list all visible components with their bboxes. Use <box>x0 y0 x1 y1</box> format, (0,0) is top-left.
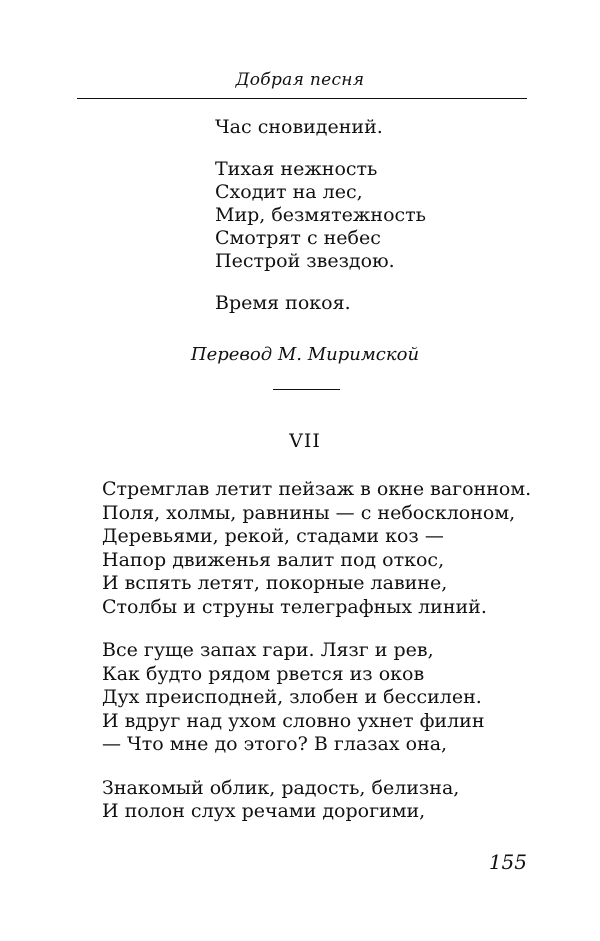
section-title: VII <box>289 430 321 452</box>
verse-line: Деревьями, рекой, стадами коз — <box>102 525 444 547</box>
section-divider <box>273 389 340 390</box>
verse-line: Как будто рядом рвется из оков <box>102 662 425 685</box>
verse-line: Поля, холмы, равнины — с небосклоном, <box>102 501 516 524</box>
poem-ending <box>215 116 426 315</box>
page-number: 155 <box>488 850 527 874</box>
verse-line: Тихая нежность <box>215 158 378 180</box>
verse-line: И вдруг над ухом словно ухнет филин <box>102 709 485 732</box>
verse-line: Напор движенья валит под откос, <box>102 548 445 571</box>
verse-line: Час сновидений. <box>215 116 383 138</box>
verse-line: Смотрят с небес <box>215 227 381 249</box>
header-rule <box>77 98 527 99</box>
translator-credit: Перевод М. Миримской <box>190 344 420 365</box>
verse-line: Знакомый облик, радость, белизна, <box>102 776 460 799</box>
verse-line: Сходит на лес, <box>215 181 363 203</box>
verse-line: Пестрой звездою. <box>215 250 395 272</box>
poem-section <box>102 478 531 844</box>
stanza <box>215 116 426 139</box>
verse-line: Столбы и струны телеграфных линий. <box>102 595 487 618</box>
verse-line: Дух преисподней, злобен и бессилен. <box>102 686 482 708</box>
verse-line: Все гуще запах гари. Лязг и рев, <box>102 639 434 661</box>
stanza <box>102 639 531 757</box>
verse-line: Стремглав летит пейзаж в окне вагонном. <box>102 478 532 500</box>
running-head: Добрая песня <box>235 70 365 90</box>
verse-line: — Что мне до этого? В глазах она, <box>102 733 448 755</box>
verse-line: И полон слух речами дорогими, <box>102 800 426 822</box>
verse-line: И вспять летят, покорные лавине, <box>102 572 448 594</box>
stanza <box>102 478 531 619</box>
stanza <box>215 292 426 315</box>
stanza <box>215 158 426 273</box>
verse-line: Время покоя. <box>215 292 351 314</box>
stanza <box>102 777 531 824</box>
verse-line: Мир, безмятежность <box>215 204 427 226</box>
